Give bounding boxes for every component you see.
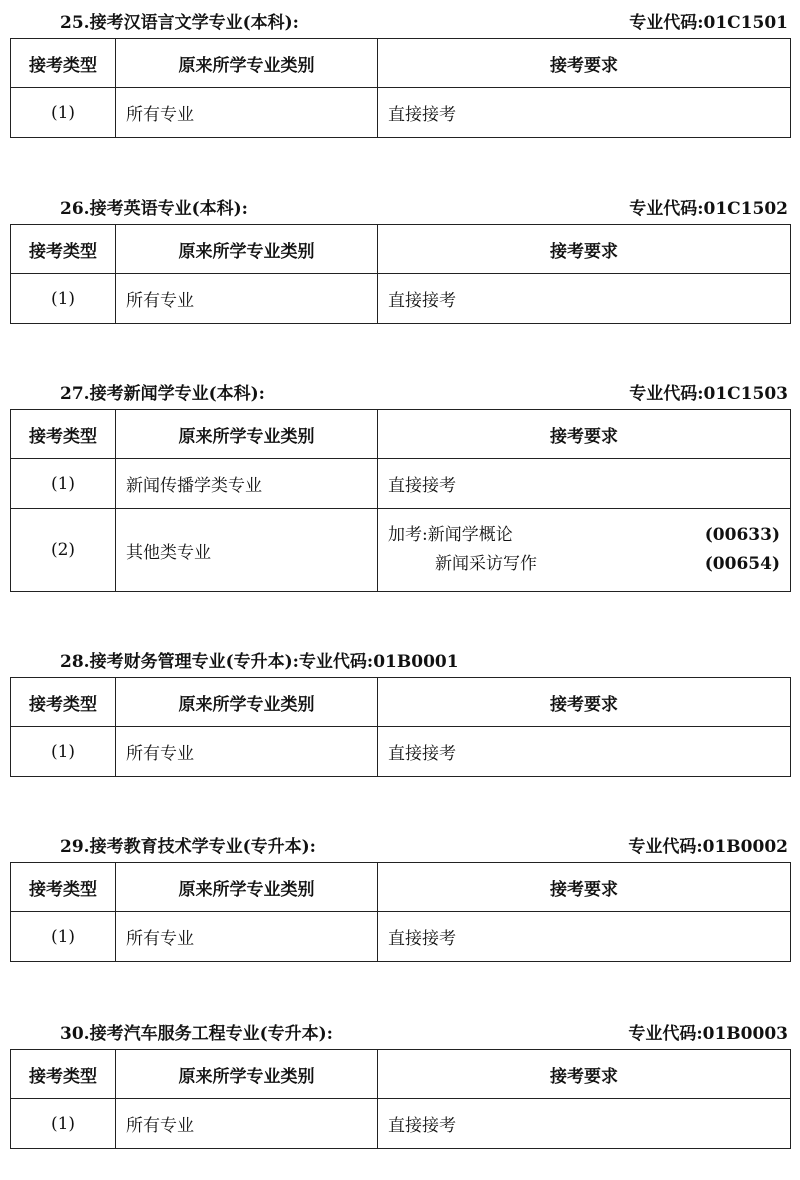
- requirements-table: [10, 1049, 791, 1149]
- exam-name: 加考:新闻学概论: [388, 525, 513, 545]
- section-27: [10, 373, 790, 592]
- section-30: [10, 1013, 790, 1149]
- row-original: 新闻传播学类专业: [116, 459, 378, 509]
- section-28: [10, 641, 790, 777]
- section-29: [10, 826, 790, 962]
- header-original: 原来所学专业类别: [116, 678, 378, 727]
- section-26: [10, 188, 790, 324]
- header-requirement: 接考要求: [378, 410, 791, 459]
- row-original: 所有专业: [116, 274, 378, 324]
- table-row: [11, 1099, 791, 1149]
- section-title-row: [10, 2, 790, 38]
- section-title-row: [10, 1013, 790, 1049]
- header-row: [11, 678, 791, 727]
- requirements-table: [10, 224, 791, 324]
- header-type: 接考类型: [11, 1050, 116, 1099]
- row-type: (1): [11, 912, 116, 962]
- exam-item: [388, 521, 790, 550]
- table-row: [11, 509, 791, 592]
- row-original: 所有专业: [116, 727, 378, 777]
- requirements-table: [10, 862, 791, 962]
- header-type: 接考类型: [11, 410, 116, 459]
- header-original: 原来所学专业类别: [116, 863, 378, 912]
- section-title-row: [10, 826, 790, 862]
- header-row: [11, 863, 791, 912]
- section-title: 28.接考财务管理专业(专升本):专业代码:01B0001: [60, 652, 459, 672]
- section-title: 27.接考新闻学专业(本科):: [60, 384, 265, 404]
- header-requirement: 接考要求: [378, 39, 791, 88]
- table-row: [11, 459, 791, 509]
- exam-item: [388, 550, 790, 579]
- row-requirement: 直接接考: [378, 459, 791, 509]
- row-original: 其他类专业: [116, 509, 378, 592]
- major-code: 专业代码:01B0003: [628, 1024, 788, 1044]
- major-code: 专业代码:01C1501: [629, 13, 788, 33]
- header-row: [11, 1050, 791, 1099]
- row-original: 所有专业: [116, 88, 378, 138]
- table-row: [11, 912, 791, 962]
- header-type: 接考类型: [11, 39, 116, 88]
- table-row: [11, 88, 791, 138]
- header-type: 接考类型: [11, 863, 116, 912]
- row-type: (1): [11, 459, 116, 509]
- row-requirement: 直接接考: [378, 274, 791, 324]
- header-requirement: 接考要求: [378, 225, 791, 274]
- header-original: 原来所学专业类别: [116, 410, 378, 459]
- row-type: (1): [11, 274, 116, 324]
- major-code: 专业代码:01C1503: [629, 384, 788, 404]
- exam-name: 新闻采访写作: [435, 554, 537, 574]
- major-code: 专业代码:01B0002: [628, 837, 788, 857]
- header-type: 接考类型: [11, 225, 116, 274]
- header-type: 接考类型: [11, 678, 116, 727]
- header-row: [11, 225, 791, 274]
- row-original: 所有专业: [116, 1099, 378, 1149]
- exam-code: (00654): [704, 554, 780, 574]
- requirements-table: [10, 409, 791, 592]
- row-requirement: 直接接考: [378, 88, 791, 138]
- table-row: [11, 274, 791, 324]
- row-type: (2): [11, 509, 116, 592]
- table-row: [11, 727, 791, 777]
- header-requirement: 接考要求: [378, 1050, 791, 1099]
- row-type: (1): [11, 727, 116, 777]
- section-25: [10, 2, 790, 138]
- section-title-row: [10, 188, 790, 224]
- row-requirement: 直接接考: [378, 912, 791, 962]
- header-original: 原来所学专业类别: [116, 225, 378, 274]
- requirements-table: [10, 38, 791, 138]
- section-title-row: [10, 373, 790, 409]
- row-requirement: 直接接考: [378, 727, 791, 777]
- header-requirement: 接考要求: [378, 863, 791, 912]
- header-requirement: 接考要求: [378, 678, 791, 727]
- row-requirement: [378, 509, 791, 592]
- section-title: 30.接考汽车服务工程专业(专升本):: [60, 1024, 333, 1044]
- row-requirement: 直接接考: [378, 1099, 791, 1149]
- section-title: 25.接考汉语言文学专业(本科):: [60, 13, 299, 33]
- header-row: [11, 410, 791, 459]
- requirements-table: [10, 677, 791, 777]
- section-title-row: [10, 641, 790, 677]
- header-original: 原来所学专业类别: [116, 39, 378, 88]
- exam-code: (00633): [704, 525, 780, 545]
- header-row: [11, 39, 791, 88]
- row-type: (1): [11, 88, 116, 138]
- header-original: 原来所学专业类别: [116, 1050, 378, 1099]
- major-code: 专业代码:01C1502: [629, 199, 788, 219]
- section-title: 26.接考英语专业(本科):: [60, 199, 248, 219]
- section-title: 29.接考教育技术学专业(专升本):: [60, 837, 316, 857]
- row-original: 所有专业: [116, 912, 378, 962]
- row-type: (1): [11, 1099, 116, 1149]
